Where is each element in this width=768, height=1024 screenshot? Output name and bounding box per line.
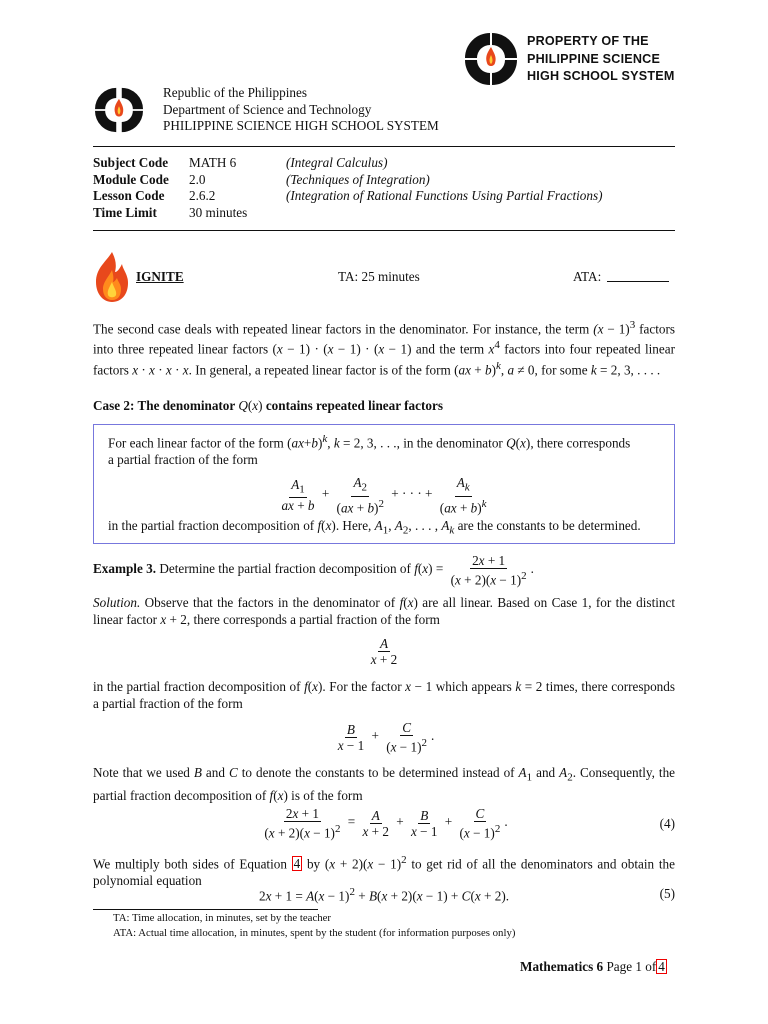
header-divider	[93, 146, 675, 147]
solution-paragraph-4: We multiply both sides of Equation 4 by $(x + 2)(x - 1)^2$ to get rid of all the denominators and obtain the polynomial equation	[93, 854, 675, 889]
equation-number-4: (4)	[659, 816, 675, 831]
organization-block	[163, 85, 439, 135]
org-line: Republic of the Philippines	[163, 85, 307, 100]
time-allocation: TA: 25 minutes	[338, 269, 420, 284]
code-value: MATH 6	[189, 155, 237, 170]
equation-5: $2x + 1 = A(x - 1)^2 + B(x + 2)(x - 1) + C(x + 2)$.	[258, 886, 510, 904]
pshs-logo-left	[93, 86, 145, 134]
code-key: Lesson Code	[93, 188, 165, 203]
code-value: 2.0	[189, 171, 206, 187]
footnote: ATA: Actual time allocation, in minutes, spent by the student (for information purposes only)	[113, 926, 516, 939]
course-name: Mathematics 6	[520, 959, 604, 974]
ignite-heading: IGNITE	[136, 269, 184, 284]
org-line: PHILIPPINE SCIENCE HIGH SCHOOL SYSTEM	[163, 118, 439, 133]
intro-paragraph: The second case deals with repeated linear factors in the denominator. For instance, the term $(x - 1)^3$ factors into three repeated linear factors (x − 1) · (x − 1) · (x − 1) and the term $x^4$ factors into four repeated linear factors x · x · x · x. In general, a repeated linear factor is of the form (ax + b)$^k$, a ≠ 0, for some k = 2, 3, . . . .	[93, 319, 675, 378]
code-key: Module Code	[93, 171, 169, 187]
code-key: Subject Code	[93, 155, 169, 170]
fire-icon	[92, 250, 132, 304]
property-stamp	[527, 33, 675, 86]
page-footer: Mathematics 6 Page 1 of 4	[520, 959, 665, 974]
code-key: Time Limit	[93, 204, 157, 220]
code-desc: (Integration of Rational Functions Using Partial Fractions)	[286, 188, 603, 203]
fraction-B-C: $\frac{B}{x - 1}$ + $\frac{C}{(x - 1)^2}$ .	[337, 720, 435, 755]
pshs-logo-top-right	[463, 31, 519, 87]
footnotes	[113, 911, 515, 940]
code-row	[93, 205, 602, 222]
codes-divider	[93, 230, 675, 231]
property-line: HIGH SCHOOL SYSTEM	[527, 69, 675, 83]
equation-4: $\frac{2x + 1}{(x + 2)(x - 1)^2}$ = $\frac{A}{x + 2}$ + $\frac{B}{x - 1}$ + $\frac{C}{(x - 1)^2}$ .	[264, 806, 508, 841]
module-codes	[93, 155, 602, 221]
example-3: Example 3. Determine the partial fraction decomposition of f(x) = $\frac{2x + 1}{(x + 2)(x - 1)^2}$ .	[93, 553, 534, 588]
footnote-divider	[93, 909, 318, 910]
case2-heading: Case 2: The denominator Q(x) contains repeated linear factors	[93, 398, 443, 413]
actual-time-allocation-label: ATA:	[573, 269, 602, 284]
box-formula: $\frac{A_1}{ax + b}$ + $\frac{A_2}{(ax + b)^2}$ + · · · + $\frac{A_k}{(ax + b)^k}$	[281, 475, 487, 516]
code-row	[93, 172, 602, 189]
box-line-1: For each linear factor of the form $(ax+b)^k$, k = 2, 3, . . ., in the denominator Q(x), there corresponds a partial fraction of the form	[108, 433, 631, 468]
footnote: TA: Time allocation, in minutes, set by the teacher	[113, 912, 332, 924]
ata-blank-line[interactable]	[607, 281, 669, 282]
box-line-3: in the partial fraction decomposition of f(x). Here, $A_1$, $A_2$, . . . , $A_k$ are the constants to be determined.	[108, 518, 641, 537]
code-value: 2.6.2	[189, 188, 216, 203]
code-row	[93, 155, 602, 172]
org-line: Department of Science and Technology	[163, 101, 372, 117]
total-pages-link[interactable]: 4	[658, 959, 665, 974]
solution-paragraph-1: Solution. Observe that the factors in the denominator of f(x) are all linear. Based on Case 1, for the distinct linear factor x + 2, there corresponds a partial fraction of the form	[93, 595, 676, 627]
fraction-A: $\frac{A}{x + 2}$	[370, 636, 398, 667]
current-page: 1	[635, 959, 642, 974]
equation-4-link[interactable]: 4	[293, 856, 301, 872]
case2-definition-box	[93, 424, 675, 544]
solution-paragraph-2: in the partial fraction decomposition of f(x). For the factor x − 1 which appears k = 2 times, there corresponds a partial fraction of the form	[93, 679, 676, 711]
equation-number-5: (5)	[659, 886, 675, 901]
property-line: PHILIPPINE SCIENCE	[527, 51, 661, 66]
solution-paragraph-3: Note that we used B and C to denote the constants to be determined instead of $A_1$ and $A_2$. Consequently, the partial fraction decomposition of f(x) is of the form	[93, 765, 676, 803]
code-value: 30 minutes	[189, 204, 248, 220]
code-desc: (Techniques of Integration)	[286, 171, 430, 187]
code-row	[93, 188, 602, 205]
code-desc: (Integral Calculus)	[286, 155, 388, 170]
property-line: PROPERTY OF THE	[527, 34, 649, 48]
